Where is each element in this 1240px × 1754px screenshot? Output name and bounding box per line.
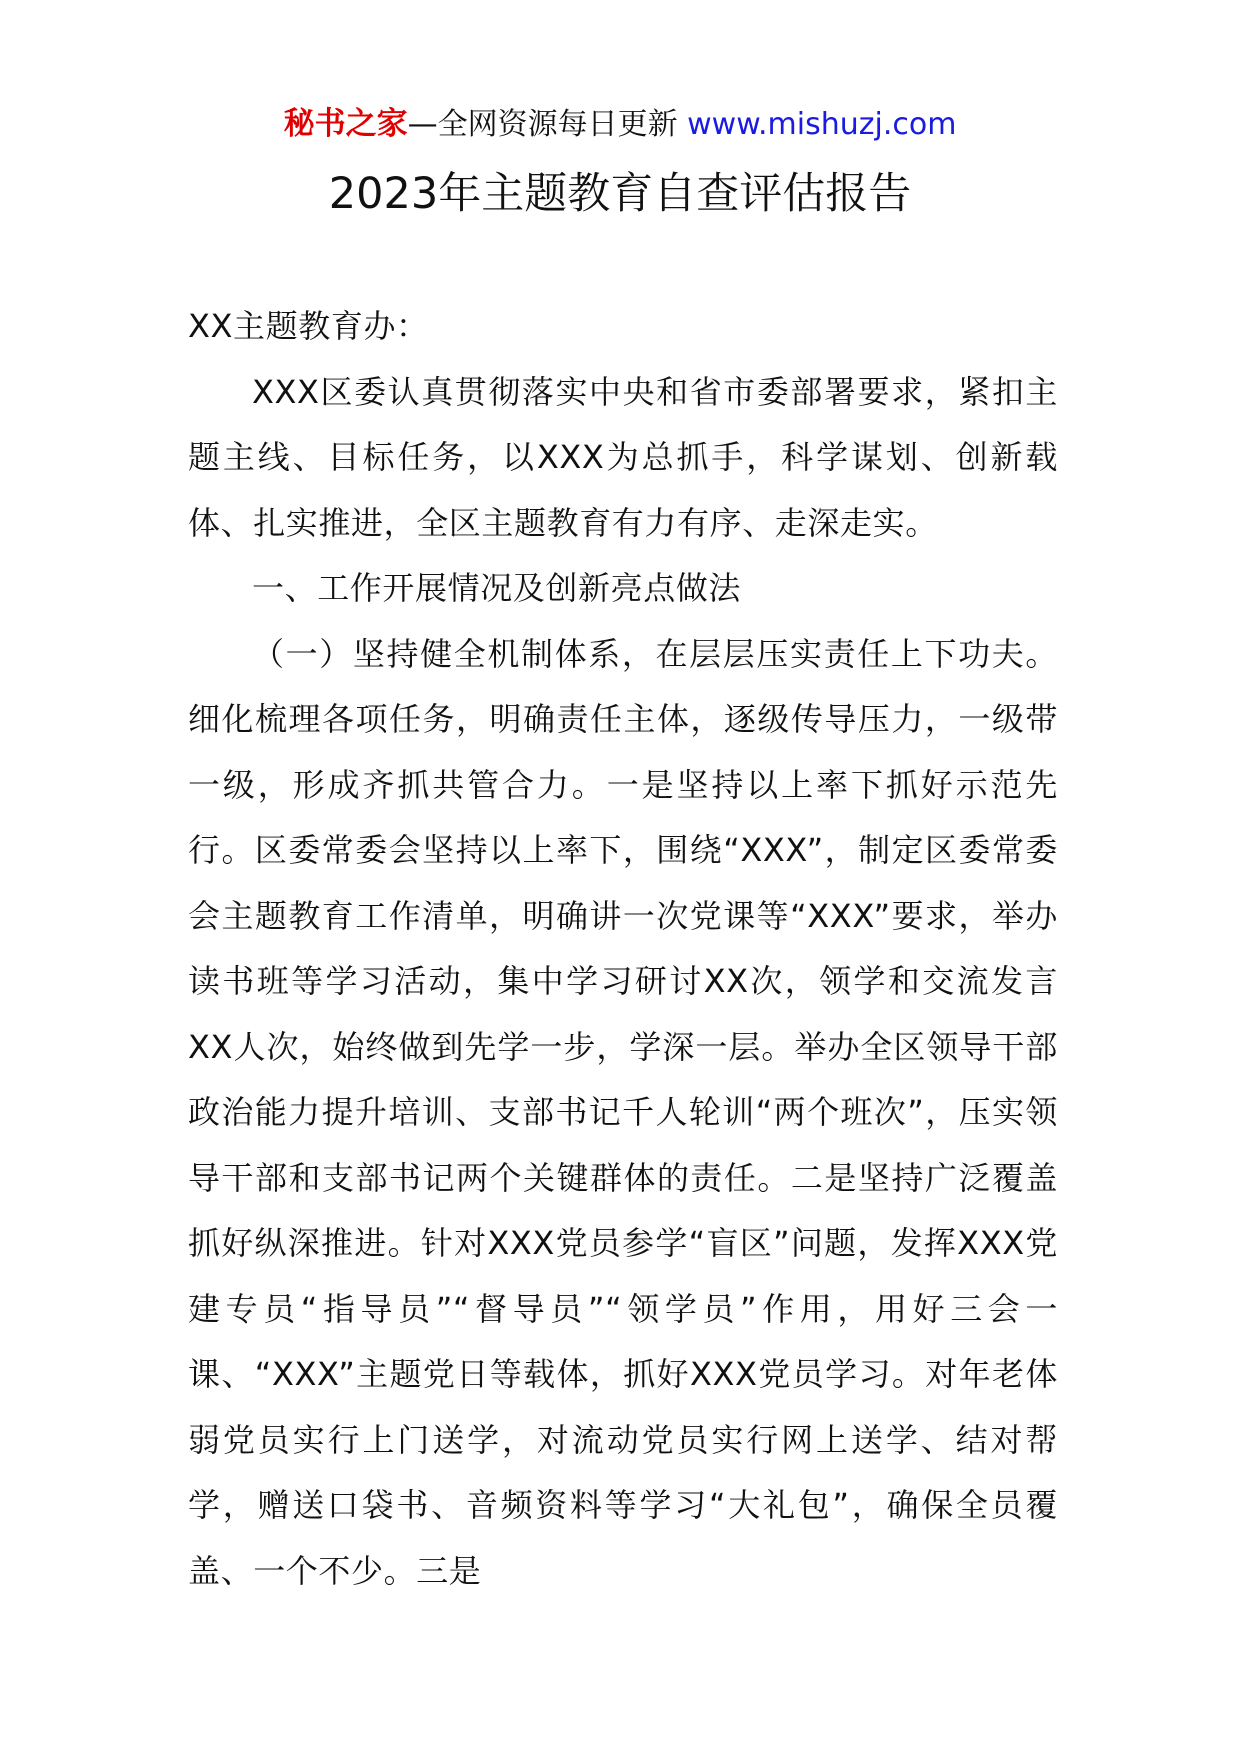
site-url-link[interactable]: www.mishuzj.com [687,107,957,142]
document-title: 2023年主题教育自查评估报告 [328,169,912,219]
document-body [188,294,1058,1604]
site-header [0,104,1240,145]
salutation: XX主题教育办： [188,307,429,345]
header-tagline: —全网资源每日更新 [407,107,688,142]
paragraph-intro: XXX区委认真贯彻落实中央和省市委部署要求，紧扣主题主线、目标任务，以XXX为总抓手，科学谋划、创新载体、扎实推进，全区主题教育有力有序、走深走实。 [188,372,1058,542]
paragraph-subsection-1: （一）坚持健全机制体系，在层层压实责任上下功夫。细化梳理各项任务，明确责任主体，逐级传导压力，一级带一级，形成齐抓共管合力。一是坚持以上率下抓好示范先行。区委常委会坚持以上率下，围绕“XXX”，制定区委常委会主题教育工作清单，明确讲一次党课等“XXX”要求，举办读书班等学习活动，集中学习研讨XX次，领学和交流发言XX人次，始终做到先学一步，学深一层。举办全区领导干部政治能力提升培训、支部书记千人轮训“两个班次”，压实领导干部和支部书记两个关键群体的责任。二是坚持广泛覆盖抓好纵深推进。针对XXX党员参学“盲区”问题，发挥XXX党建专员“指导员”“督导员”“领学员”作用，用好三会一课、“XXX”主题党日等载体，抓好XXX党员学习。对年老体弱党员实行上门送学，对流动党员实行网上送学、结对帮学，赠送口袋书、音频资料等学习“大礼包”，确保全员覆盖、一个不少。三是 [188,634,1058,1590]
brand-name: 秘书之家 [283,106,408,142]
section-heading: 一、工作开展情况及创新亮点做法 [252,569,742,607]
